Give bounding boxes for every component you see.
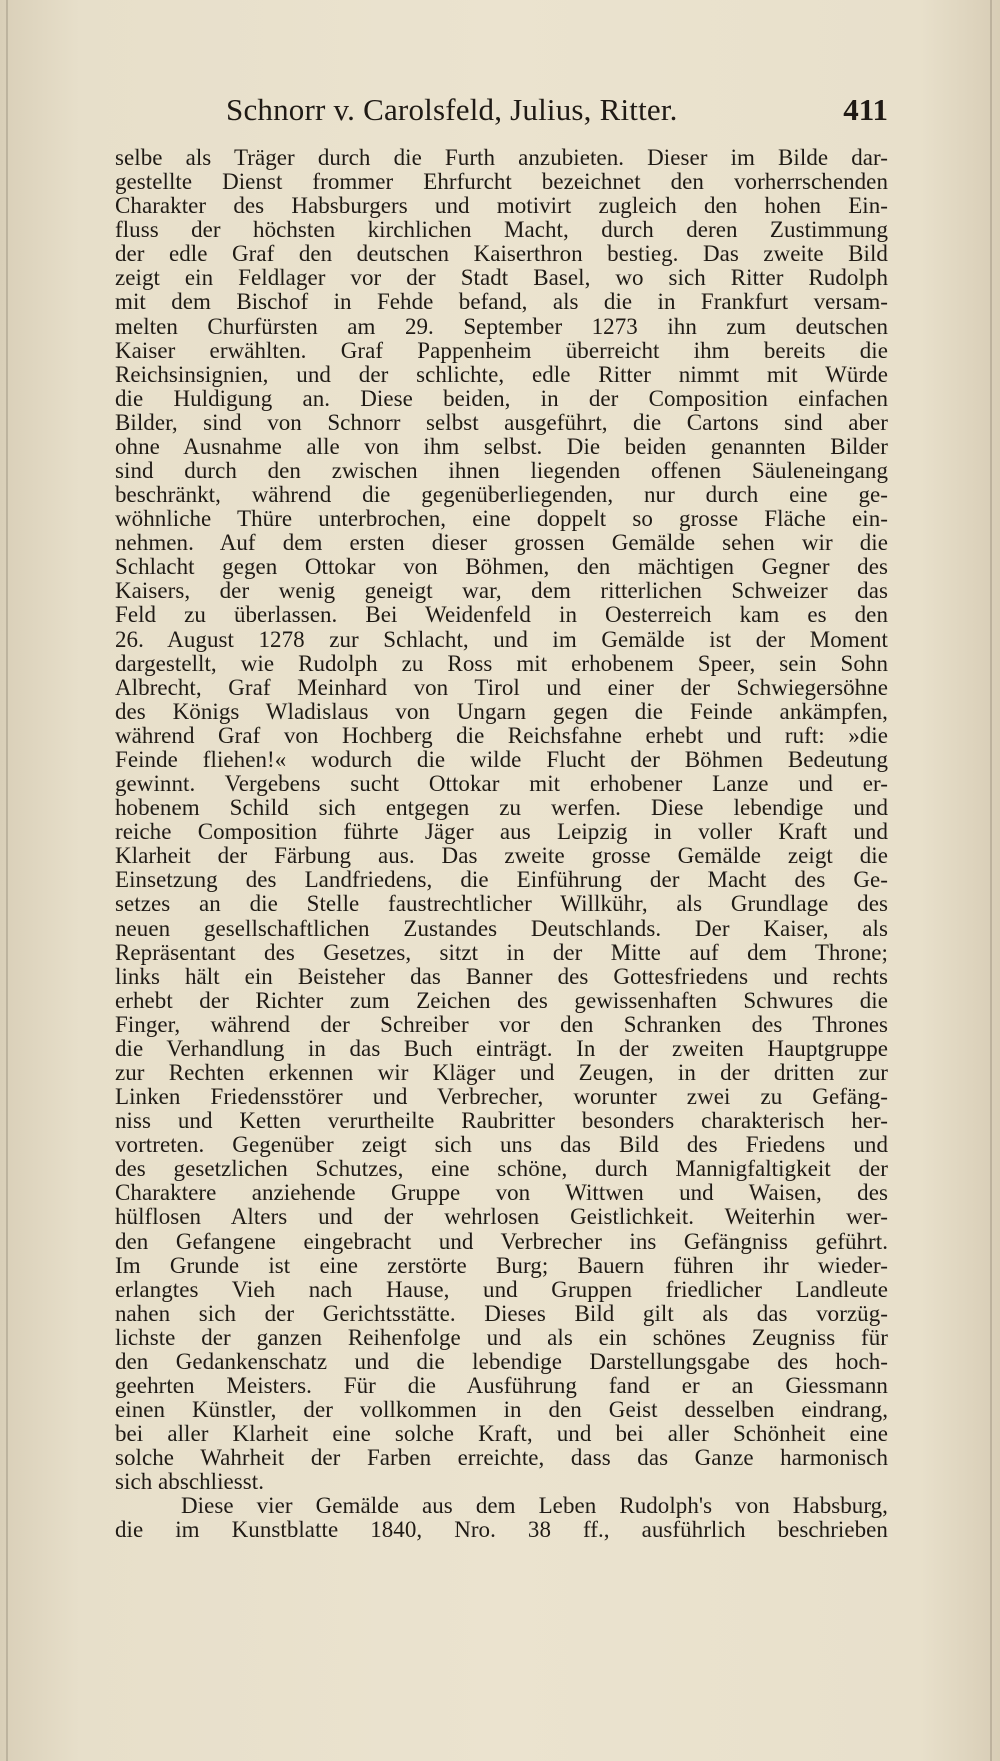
text-line: erhebt der Richter zum Zeichen des gewissenhaften Schwures die bbox=[115, 987, 888, 1013]
text-line: beschränkt, während die gegenüberliegenden, nur durch eine ge- bbox=[115, 482, 888, 508]
text-line: lichste der ganzen Reihenfolge und als ein schönes Zeugniss für bbox=[115, 1324, 888, 1350]
text-line: Albrecht, Graf Meinhard von Tirol und einer der Schwiegersöhne bbox=[115, 674, 888, 700]
text-line: während Graf von Hochberg die Reichsfahne erhebt und ruft: »die bbox=[115, 722, 888, 748]
text-line: zur Rechten erkennen wir Kläger und Zeugen, in der dritten zur bbox=[115, 1059, 888, 1085]
text-line: Feld zu überlassen. Bei Weidenfeld in Oesterreich kam es den bbox=[115, 602, 888, 628]
text-line: Kaisers, der wenig geneigt war, dem ritterlichen Schweizer das bbox=[115, 578, 888, 604]
text-line: einen Künstler, der vollkommen in den Geist desselben eindrang, bbox=[115, 1397, 888, 1423]
text-line: den Gefangene eingebracht und Verbrecher ins Gefängniss geführt. bbox=[115, 1228, 888, 1254]
text-line: links hält ein Beisteher das Banner des Gottesfriedens und rechts bbox=[115, 963, 888, 989]
text-line: hülflosen Alters und der wehrlosen Geistlichkeit. Weiterhin wer- bbox=[115, 1204, 888, 1230]
text-line: die Verhandlung in das Buch einträgt. In der zweiten Hauptgruppe bbox=[115, 1035, 888, 1061]
text-line: dargestellt, wie Rudolph zu Ross mit erhobenem Speer, sein Sohn bbox=[115, 650, 888, 676]
text-line: Kaiser erwählten. Graf Pappenheim überreicht ihm bereits die bbox=[115, 337, 888, 363]
text-line: sind durch den zwischen ihnen liegenden offenen Säuleneingang bbox=[115, 458, 888, 484]
text-line: selbe als Träger durch die Furth anzubieten. Dieser im Bilde dar- bbox=[115, 145, 888, 170]
text-line: nahen sich der Gerichtsstätte. Dieses Bild gilt als das vorzüg- bbox=[115, 1300, 888, 1326]
text-line: Bilder, sind von Schnorr selbst ausgeführt, die Cartons sind aber bbox=[115, 409, 888, 435]
text-line: Repräsentant des Gesetzes, sitzt in der Mitte auf dem Throne; bbox=[115, 939, 888, 965]
text-line: nehmen. Auf dem ersten dieser grossen Gemälde sehen wir die bbox=[115, 530, 888, 556]
text-line: gewinnt. Vergebens sucht Ottokar mit erhobener Lanze und er- bbox=[115, 771, 888, 797]
text-line: den Gedankenschatz und die lebendige Darstellungsgabe des hoch- bbox=[115, 1348, 888, 1374]
text-line: des gesetzlichen Schutzes, eine schöne, durch Mannigfaltigkeit der bbox=[115, 1156, 888, 1182]
text-line: die Huldigung an. Diese beiden, in der Composition einfachen bbox=[115, 385, 888, 411]
text-line: neuen gesellschaftlichen Zustandes Deutschlands. Der Kaiser, als bbox=[115, 915, 888, 941]
text-line: geehrten Meisters. Für die Ausführung fand er an Giessmann bbox=[115, 1372, 888, 1398]
text-line: gestellte Dienst frommer Ehrfurcht bezeichnet den vorherrschenden bbox=[115, 169, 888, 195]
text-line: zeigt ein Feldlager vor der Stadt Basel, wo sich Ritter Rudolph bbox=[115, 265, 888, 291]
text-line: der edle Graf den deutschen Kaiserthron bestieg. Das zweite Bild bbox=[115, 241, 888, 267]
text-line: ohne Ausnahme alle von ihm selbst. Die beiden genannten Bilder bbox=[115, 433, 888, 459]
text-line: erlangtes Vieh nach Hause, und Gruppen friedlicher Landleute bbox=[115, 1276, 888, 1302]
text-line: mit dem Bischof in Fehde befand, als die in Frankfurt versam- bbox=[115, 289, 888, 315]
text-line: Charaktere anziehende Gruppe von Wittwen und Waisen, des bbox=[115, 1180, 888, 1206]
text-line: Einsetzung des Landfriedens, die Einführung der Macht des Ge- bbox=[115, 867, 888, 893]
paragraph-end-line: sich abschliesst. bbox=[115, 1469, 265, 1495]
text-line: Feinde fliehen!« wodurch die wilde Flucht der Böhmen Bedeutung bbox=[115, 746, 888, 772]
text-line: die im Kunstblatte 1840, Nro. 38 ff., ausführlich beschrieben bbox=[115, 1517, 888, 1543]
text-line: niss und Ketten verurtheilte Raubritter besonders charakterisch her- bbox=[115, 1108, 888, 1134]
right-margin-shadow bbox=[990, 0, 992, 1761]
text-line: Reichsinsignien, und der schlichte, edle Ritter nimmt mit Würde bbox=[115, 361, 888, 387]
text-line: Finger, während der Schreiber vor den Schranken des Thrones bbox=[115, 1011, 888, 1037]
text-line: Linken Friedensstörer und Verbrecher, worunter zwei zu Gefäng- bbox=[115, 1084, 888, 1110]
text-line: reiche Composition führte Jäger aus Leipzig in voller Kraft und bbox=[115, 819, 888, 845]
page-number: 411 bbox=[843, 92, 888, 127]
text-line: vortreten. Gegenüber zeigt sich uns das Bild des Friedens und bbox=[115, 1132, 888, 1158]
text-line: des Königs Wladislaus von Ungarn gegen die Feinde ankämpfen, bbox=[115, 698, 888, 724]
paragraph-start-line: Diese vier Gemälde aus dem Leben Rudolph's von Habsburg, bbox=[181, 1493, 888, 1519]
running-title: Schnorr v. Carolsfeld, Julius, Ritter. bbox=[226, 92, 678, 127]
text-line: melten Churfürsten am 29. September 1273 ihn zum deutschen bbox=[115, 313, 888, 339]
text-line: Schlacht gegen Ottokar von Böhmen, den mächtigen Gegner des bbox=[115, 554, 888, 580]
text-line: solche Wahrheit der Farben erreichte, dass das Ganze harmonisch bbox=[115, 1445, 888, 1471]
text-line: Im Grunde ist eine zerstörte Burg; Bauern führen ihr wieder- bbox=[115, 1252, 888, 1278]
text-line: setzes an die Stelle faustrechtlicher Willkühr, als Grundlage des bbox=[115, 891, 888, 917]
text-line: Charakter des Habsburgers und motivirt zugleich den hohen Ein- bbox=[115, 193, 888, 219]
text-line: fluss der höchsten kirchlichen Macht, durch deren Zustimmung bbox=[115, 217, 888, 243]
text-line: wöhnliche Thüre unterbrochen, eine doppelt so grosse Fläche ein- bbox=[115, 506, 888, 532]
left-margin-shadow bbox=[6, 0, 8, 1761]
text-line: 26. August 1278 zur Schlacht, und im Gemälde ist der Moment bbox=[115, 626, 888, 652]
body-text bbox=[115, 146, 888, 1543]
text-line: hobenem Schild sich entgegen zu werfen. Diese lebendige und bbox=[115, 795, 888, 821]
text-line: bei aller Klarheit eine solche Kraft, und bei aller Schönheit eine bbox=[115, 1421, 888, 1447]
page-header bbox=[118, 92, 888, 132]
text-line: Klarheit der Färbung aus. Das zweite grosse Gemälde zeigt die bbox=[115, 843, 888, 869]
